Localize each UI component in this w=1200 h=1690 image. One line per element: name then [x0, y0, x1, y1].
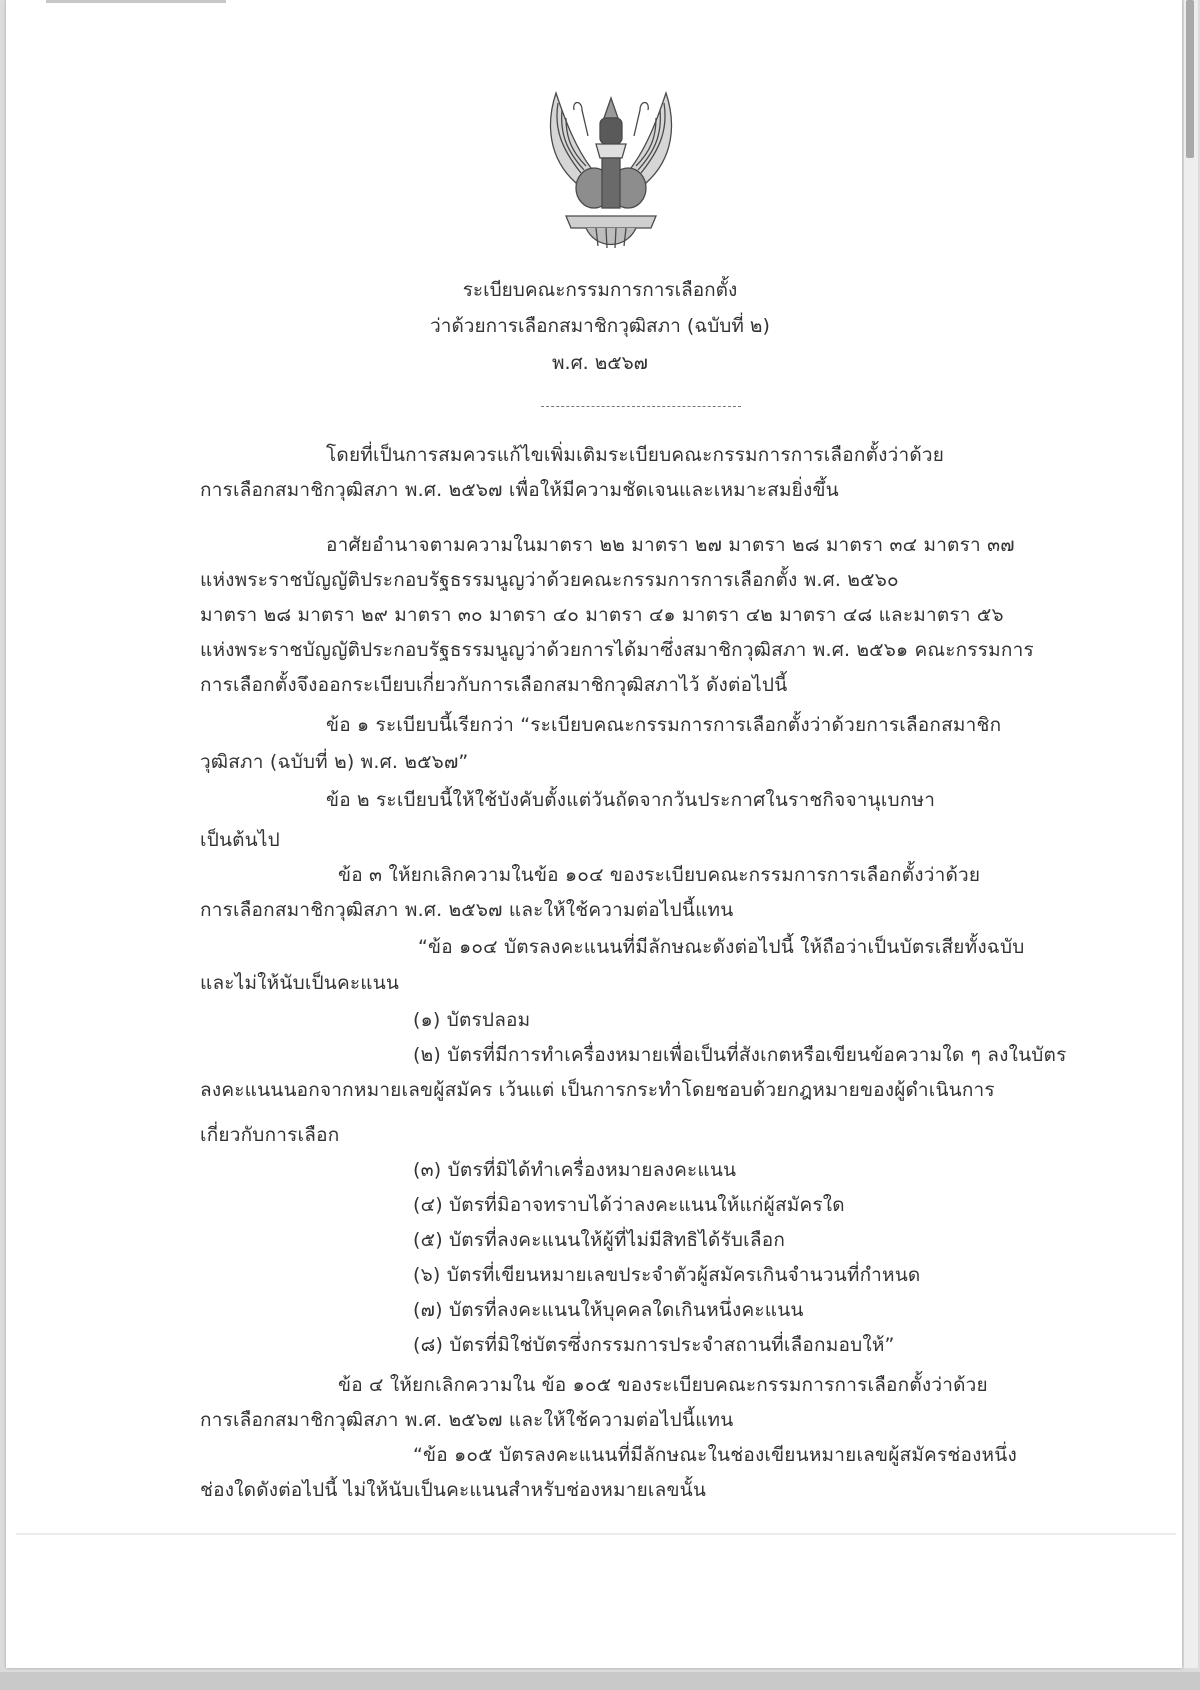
title-divider [541, 406, 741, 407]
vertical-scrollbar[interactable] [1184, 0, 1198, 1668]
clause-104-line-2: และไม่ให้นับเป็นคะแนน [200, 972, 400, 994]
clause-4-line-2: การเลือกสมาชิกวุฒิสภา พ.ศ. ๒๕๖๗ และให้ใช้ความต่อไปนี้แทน [200, 1409, 734, 1431]
clause-105-line-2: ช่องใดดังต่อไปนี้ ไม่ให้นับเป็นคะแนนสำหรับช่องหมายเลขนั้น [200, 1479, 707, 1501]
doc-title-line-2: ว่าด้วยการเลือกสมาชิกวุฒิสภา (ฉบับที่ ๒) [430, 315, 770, 337]
clause-104-item-3: (๓) บัตรที่มิได้ทำเครื่องหมายลงคะแนน [413, 1159, 737, 1181]
clause-2-line-2: เป็นต้นไป [200, 829, 280, 851]
clause-4-line-1: ข้อ ๔ ให้ยกเลิกความใน ข้อ ๑๐๕ ของระเบียบคณะกรรมการการเลือกตั้งว่าด้วย [338, 1374, 988, 1396]
clause-2-line-1: ข้อ ๒ ระเบียบนี้ให้ใช้บังคับตั้งแต่วันถัดจากวันประกาศในราชกิจจานุเบกษา [326, 789, 936, 811]
clause-104-item-4: (๔) บัตรที่มิอาจทราบได้ว่าลงคะแนนให้แก่ผู้สมัครใด [413, 1194, 845, 1216]
previous-page-edge [46, 0, 226, 3]
clause-1-line-1: ข้อ ๑ ระเบียบนี้เรียกว่า “ระเบียบคณะกรรมการการเลือกตั้งว่าด้วยการเลือกสมาชิก [326, 714, 1002, 736]
preamble-p1-line-2: การเลือกสมาชิกวุฒิสภา พ.ศ. ๒๕๖๗ เพื่อให้มีความชัดเจนและเหมาะสมยิ่งขึ้น [200, 479, 839, 501]
clause-104-item-8: (๘) บัตรที่มิใช่บัตรซึ่งกรรมการประจำสถานที่เลือกมอบให้” [413, 1334, 895, 1356]
scrollbar-thumb[interactable] [1186, 0, 1194, 158]
clause-104-item-2-line-3: เกี่ยวกับการเลือก [200, 1124, 340, 1146]
clause-104-item-2-line-2: ลงคะแนนนอกจากหมายเลขผู้สมัคร เว้นแต่ เป็นการกระทำโดยชอบด้วยกฎหมายของผู้ดำเนินการ [200, 1079, 995, 1101]
doc-title-line-3: พ.ศ. ๒๕๖๗ [552, 352, 648, 374]
preamble-p2-line-3: มาตรา ๒๘ มาตรา ๒๙ มาตรา ๓๐ มาตรา ๔๐ มาตรา ๔๑ มาตรา ๔๒ มาตรา ๔๘ และมาตรา ๕๖ [200, 604, 1004, 626]
clause-3-line-1: ข้อ ๓ ให้ยกเลิกความในข้อ ๑๐๔ ของระเบียบคณะกรรมการการเลือกตั้งว่าด้วย [338, 864, 981, 886]
preamble-p2-line-2: แห่งพระราชบัญญัติประกอบรัฐธรรมนูญว่าด้วยคณะกรรมการการเลือกตั้ง พ.ศ. ๒๕๖๐ [200, 569, 899, 591]
clause-104-item-5: (๕) บัตรที่ลงคะแนนให้ผู้ที่ไม่มีสิทธิได้รับเลือก [413, 1229, 786, 1251]
doc-title-line-1: ระเบียบคณะกรรมการการเลือกตั้ง [462, 279, 738, 301]
page-break-rule [16, 1533, 1176, 1535]
preamble-p2-line-4: แห่งพระราชบัญญัติประกอบรัฐธรรมนูญว่าด้วยการได้มาซึ่งสมาชิกวุฒิสภา พ.ศ. ๒๕๖๑ คณะกรรมการ [200, 639, 1034, 661]
clause-104-item-1: (๑) บัตรปลอม [413, 1009, 531, 1031]
preamble-p2-line-1: อาศัยอำนาจตามความในมาตรา ๒๒ มาตรา ๒๗ มาตรา ๒๘ มาตรา ๓๔ มาตรา ๓๗ [326, 534, 1015, 556]
next-page-edge [0, 1672, 1200, 1690]
garuda-emblem-icon [536, 88, 686, 253]
preamble-p1-line-1: โดยที่เป็นการสมควรแก้ไขเพิ่มเติมระเบียบคณะกรรมการการเลือกตั้งว่าด้วย [326, 444, 945, 466]
clause-1-line-2: วุฒิสภา (ฉบับที่ ๒) พ.ศ. ๒๕๖๗” [200, 751, 469, 773]
clause-104-line-1: “ข้อ ๑๐๔ บัตรลงคะแนนที่มีลักษณะดังต่อไปนี้ ให้ถือว่าเป็นบัตรเสียทั้งฉบับ [418, 936, 1025, 958]
clause-105-line-1: “ข้อ ๑๐๕ บัตรลงคะแนนที่มีลักษณะในช่องเขียนหมายเลขผู้สมัครช่องหนึ่ง [413, 1444, 1017, 1466]
clause-104-item-2-line-1: (๒) บัตรที่มีการทำเครื่องหมายเพื่อเป็นที่สังเกตหรือเขียนข้อความใด ๆ ลงในบัตร [413, 1044, 1067, 1066]
clause-104-item-7: (๗) บัตรที่ลงคะแนนให้บุคคลใดเกินหนึ่งคะแนน [413, 1299, 804, 1321]
preamble-p2-line-5: การเลือกตั้งจึงออกระเบียบเกี่ยวกับการเลือกสมาชิกวุฒิสภาไว้ ดังต่อไปนี้ [200, 674, 788, 696]
clause-3-line-2: การเลือกสมาชิกวุฒิสภา พ.ศ. ๒๕๖๗ และให้ใช้ความต่อไปนี้แทน [200, 899, 734, 921]
clause-104-item-6: (๖) บัตรที่เขียนหมายเลขประจำตัวผู้สมัครเกินจำนวนที่กำหนด [413, 1264, 921, 1286]
document-page [6, 0, 1182, 1668]
